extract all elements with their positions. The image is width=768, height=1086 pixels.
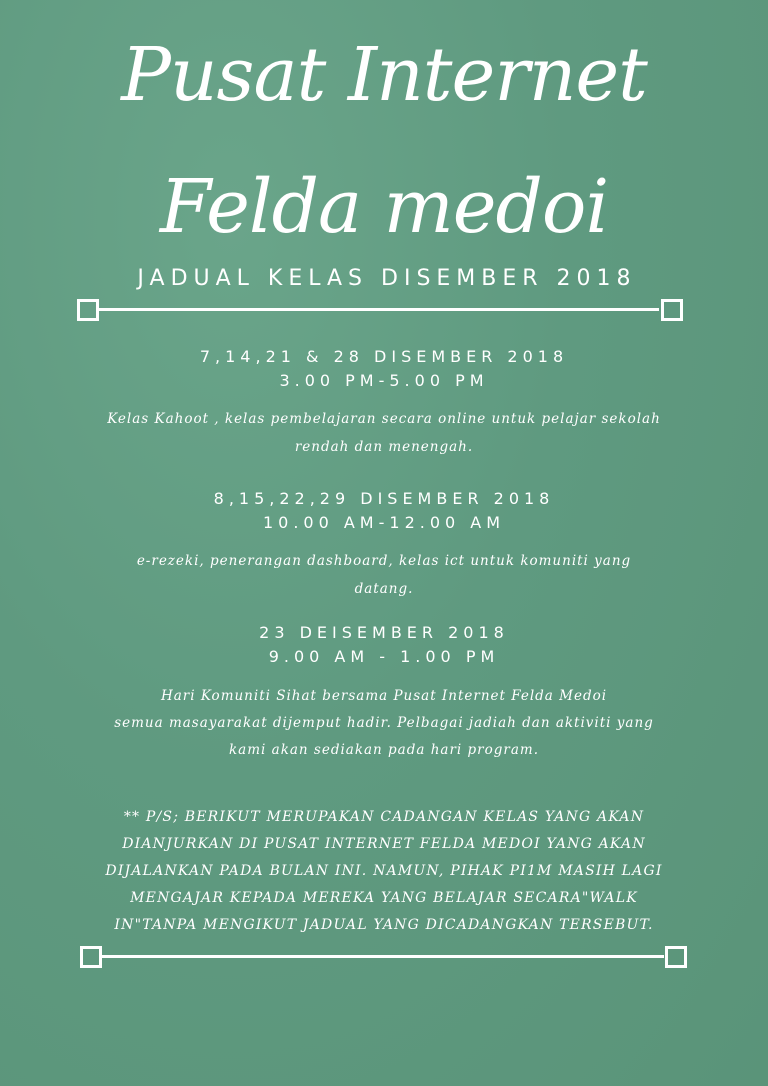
- title-line-1: Pusat Internet: [121, 32, 647, 118]
- note-line: MENGAJAR KEPADA MEREKA YANG BELAJAR SECARA"WALK: [130, 890, 638, 906]
- session-desc: semua masayarakat dijemput hadir. Pelbagai jadiah dan aktiviti yang: [114, 715, 654, 731]
- session-desc: e-rezeki, penerangan dashboard, kelas ict untuk komuniti yang: [136, 553, 632, 569]
- session-desc: datang.: [354, 581, 414, 597]
- note-line: DIANJURKAN DI PUSAT INTERNET FELDA MEDOI YANG AKAN: [122, 836, 646, 852]
- subtitle: JADUAL KELAS DISEMBER 2018: [137, 266, 637, 291]
- session-desc: Kelas Kahoot , kelas pembelajaran secara online untuk pelajar sekolah: [107, 411, 661, 427]
- session-date: 7,14,21 & 28 DISEMBER 2018: [199, 347, 569, 366]
- session-desc: rendah dan menengah.: [294, 439, 474, 455]
- session-time: 9.00 AM - 1.00 PM: [268, 647, 500, 666]
- note-line: ** P/S; BERIKUT MERUPAKAN CADANGAN KELAS YANG AKAN: [123, 809, 645, 825]
- note-line: IN"TANPA MENGIKUT JADUAL YANG DICADANGKAN TERSEBUT.: [114, 917, 654, 933]
- session-desc: kami akan sediakan pada hari program.: [229, 742, 539, 758]
- session-time: 3.00 PM-5.00 PM: [279, 371, 489, 390]
- note-line: DIJALANKAN PADA BULAN INI. NAMUN, PIHAK PI1M MASIH LAGI: [105, 863, 663, 879]
- session-date: 23 DEISEMBER 2018: [259, 623, 509, 642]
- title-line-2: Felda medoi: [159, 164, 609, 250]
- session-desc: Hari Komuniti Sihat bersama Pusat Internet Felda Medoi: [160, 688, 608, 704]
- session-date: 8,15,22,29 DISEMBER 2018: [213, 489, 555, 508]
- session-time: 10.00 AM-12.00 AM: [262, 513, 506, 532]
